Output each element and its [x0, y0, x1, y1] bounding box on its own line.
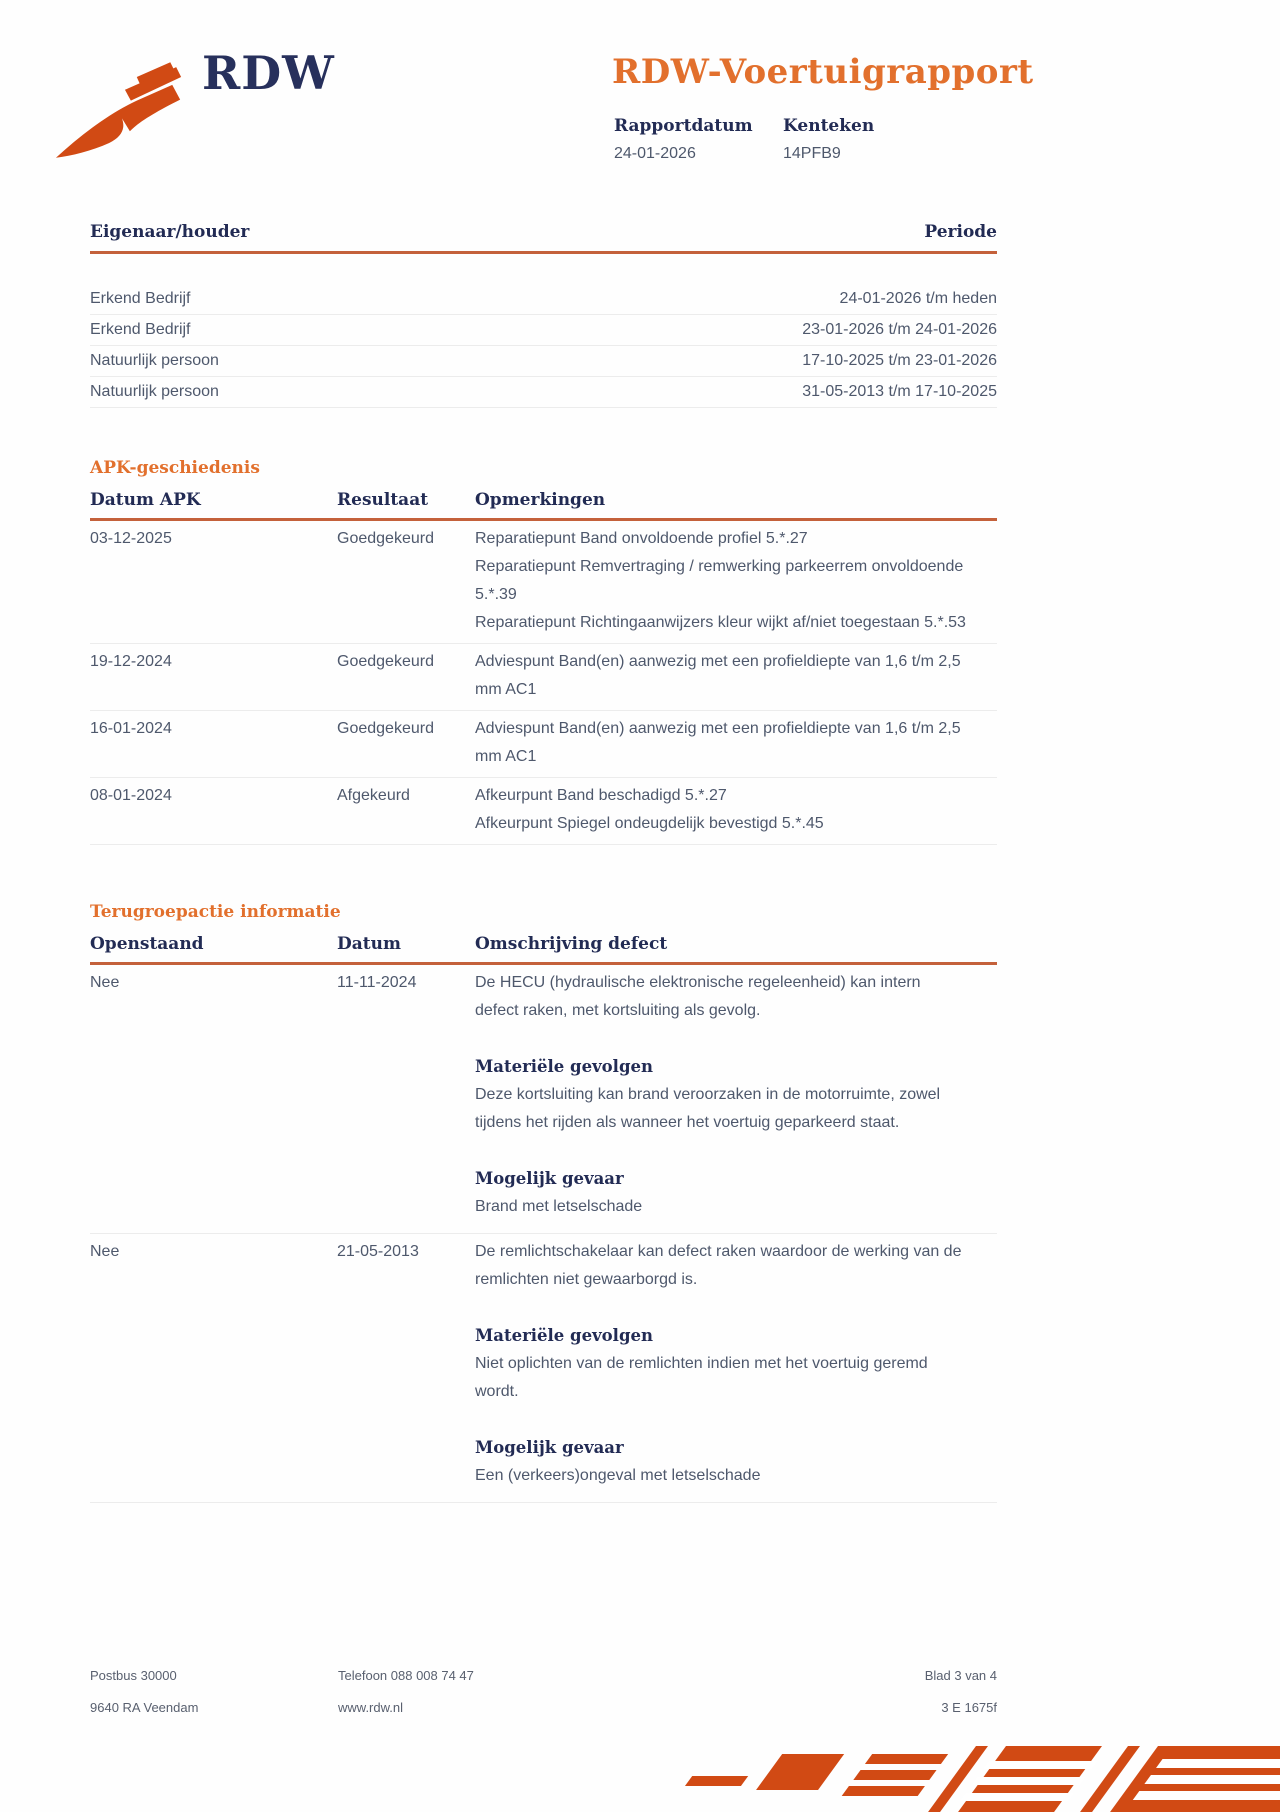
apk-remark: Reparatiepunt Richtingaanwijzers kleur wijkt af/niet toegestaan 5.*.53 — [475, 614, 966, 631]
apk-remark: Reparatiepunt Band onvoldoende profiel 5.*.27 — [475, 530, 808, 547]
footer-phone: Telefoon 088 008 74 47 — [338, 1668, 474, 1683]
recall-open: Nee — [90, 974, 120, 991]
report-date-block — [614, 116, 753, 163]
apk-result: Goedgekeurd — [337, 653, 434, 670]
apk-date: 19-12-2024 — [90, 653, 172, 670]
apk-section — [90, 458, 997, 845]
recall-col-date: Datum — [337, 934, 401, 954]
owner-name: Erkend Bedrijf — [90, 321, 191, 338]
apk-heading: APK-geschiedenis — [90, 458, 260, 478]
apk-table-header — [90, 490, 997, 521]
owner-row — [90, 284, 997, 315]
report-date-label: Rapportdatum — [614, 116, 753, 136]
possible-danger-text: Een (verkeers)ongeval met letselschade — [475, 1467, 761, 1484]
period-heading: Periode — [924, 222, 997, 242]
report-date-value: 24-01-2026 — [614, 145, 696, 162]
owner-name: Erkend Bedrijf — [90, 290, 191, 307]
owner-heading: Eigenaar/houder — [90, 222, 250, 242]
recall-col-desc: Omschrijving defect — [475, 934, 668, 954]
rdw-stripes-graphic — [660, 1746, 1280, 1812]
rdw-logo-text: RDW — [202, 46, 335, 100]
apk-result: Goedgekeurd — [337, 530, 434, 547]
rdw-logo-swoosh-icon — [52, 58, 190, 162]
apk-result: Goedgekeurd — [337, 720, 434, 737]
apk-remark: Afkeurpunt Spiegel ondeugdelijk bevestigd 5.*.45 — [475, 815, 824, 832]
recall-row — [90, 965, 997, 1234]
recall-table-header — [90, 934, 997, 965]
material-consequences-label: Materiële gevolgen — [475, 1326, 653, 1345]
apk-remarks — [475, 525, 997, 637]
apk-col-date: Datum APK — [90, 490, 201, 510]
apk-remark: Afkeurpunt Band beschadigd 5.*.27 — [475, 787, 727, 804]
owner-name: Natuurlijk persoon — [90, 383, 219, 400]
apk-row — [90, 521, 997, 644]
apk-remark: Reparatiepunt Remvertraging / remwerking parkeerrem onvoldoende 5.*.39 — [475, 558, 964, 603]
owner-period: 31-05-2013 t/m 17-10-2025 — [802, 383, 997, 400]
recall-date: 11-11-2024 — [337, 974, 417, 991]
footer-city: 9640 RA Veendam — [90, 1700, 199, 1715]
material-consequences-label: Materiële gevolgen — [475, 1057, 653, 1076]
recall-description: De remlichtschakelaar kan defect raken waardoor de werking van de remlichten niet gewaarborgd is. — [475, 1243, 962, 1288]
material-consequences-text: Niet oplichten van de remlichten indien met het voertuig geremd wordt. — [475, 1355, 928, 1400]
recall-section — [90, 902, 997, 1503]
possible-danger-text: Brand met letselschade — [475, 1198, 643, 1215]
recall-date: 21-05-2013 — [337, 1243, 419, 1260]
apk-date: 16-01-2024 — [90, 720, 172, 737]
recall-description: De HECU (hydraulische elektronische regeleenheid) kan intern defect raken, met kortsluiting als gevolg. — [475, 974, 921, 1019]
recall-heading: Terugroepactie informatie — [90, 902, 341, 922]
possible-danger-label: Mogelijk gevaar — [475, 1438, 624, 1457]
apk-row — [90, 644, 997, 711]
owner-row — [90, 315, 997, 346]
apk-date: 03-12-2025 — [90, 530, 172, 547]
owner-period: 23-01-2026 t/m 24-01-2026 — [802, 321, 997, 338]
owner-period: 24-01-2026 t/m heden — [839, 290, 997, 307]
kenteken-block — [783, 116, 874, 163]
apk-row — [90, 778, 997, 845]
page-footer — [90, 1660, 997, 1730]
recall-detail — [475, 969, 997, 1221]
kenteken-label: Kenteken — [783, 116, 875, 136]
material-consequences-text: Deze kortsluiting kan brand veroorzaken in de motorruimte, zowel tijdens het rijden als wanneer het voertuig geparkeerd staat. — [475, 1086, 941, 1131]
apk-remark: Adviespunt Band(en) aanwezig met een profieldiepte van 1,6 t/m 2,5 mm AC1 — [475, 720, 961, 765]
footer-page-info — [925, 1660, 997, 1724]
footer-doc-code: 3 E 1675f — [941, 1700, 997, 1715]
apk-col-result: Resultaat — [337, 490, 429, 510]
footer-postbus: Postbus 30000 — [90, 1668, 177, 1683]
apk-row — [90, 711, 997, 778]
page-title: RDW-Voertuigrapport — [612, 52, 1034, 92]
owner-table — [90, 284, 997, 408]
apk-result: Afgekeurd — [337, 787, 410, 804]
possible-danger-label: Mogelijk gevaar — [475, 1169, 624, 1188]
owner-section-header — [90, 222, 997, 254]
footer-page-number: Blad 3 van 4 — [924, 1668, 997, 1683]
footer-address — [90, 1660, 198, 1724]
owner-row — [90, 346, 997, 377]
footer-contact — [338, 1660, 474, 1724]
apk-remark: Adviespunt Band(en) aanwezig met een profieldiepte van 1,6 t/m 2,5 mm AC1 — [475, 653, 961, 698]
apk-date: 08-01-2024 — [90, 787, 172, 804]
owner-name: Natuurlijk persoon — [90, 352, 219, 369]
kenteken-value: 14PFB9 — [783, 145, 841, 162]
apk-remarks — [475, 782, 997, 838]
owner-row — [90, 377, 997, 408]
owner-section — [90, 222, 997, 408]
footer-website: www.rdw.nl — [338, 1700, 404, 1715]
recall-col-open: Openstaand — [90, 934, 204, 954]
apk-col-remarks: Opmerkingen — [475, 490, 606, 510]
owner-period: 17-10-2025 t/m 23-01-2026 — [802, 352, 997, 369]
recall-detail — [475, 1238, 997, 1490]
apk-remarks — [475, 715, 997, 771]
recall-open: Nee — [90, 1243, 120, 1260]
apk-remarks — [475, 648, 997, 704]
recall-row — [90, 1234, 997, 1503]
